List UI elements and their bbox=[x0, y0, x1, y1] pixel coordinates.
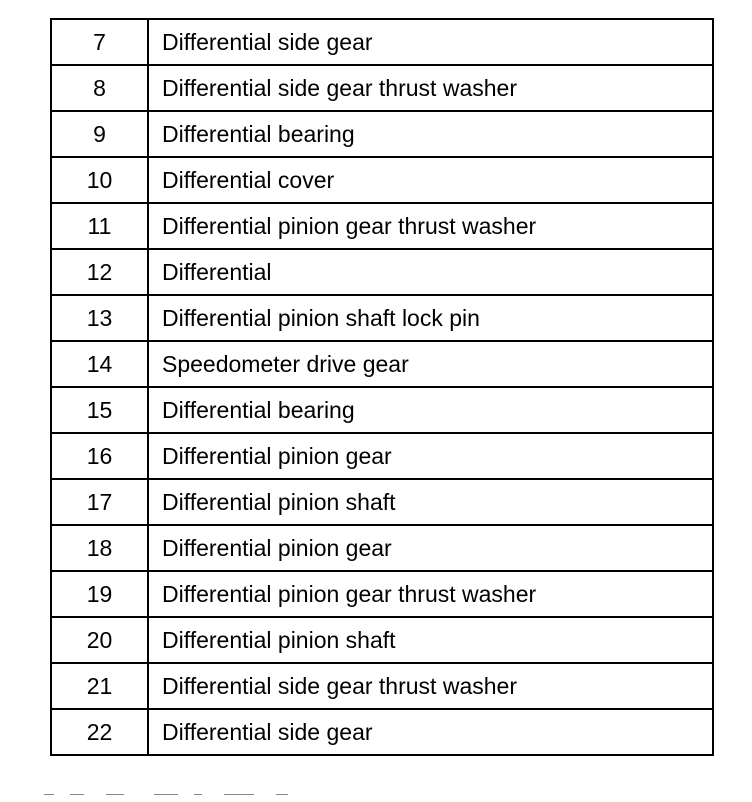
part-description-cell: Differential pinion shaft lock pin bbox=[148, 295, 713, 341]
part-number-cell: 22 bbox=[51, 709, 148, 755]
part-description-cell: Differential bearing bbox=[148, 387, 713, 433]
part-description-cell: Differential pinion shaft bbox=[148, 617, 713, 663]
table-row bbox=[51, 479, 713, 525]
part-number-cell: 14 bbox=[51, 341, 148, 387]
part-description-cell: Differential side gear thrust washer bbox=[148, 663, 713, 709]
part-number-cell: 21 bbox=[51, 663, 148, 709]
part-number-cell: 12 bbox=[51, 249, 148, 295]
part-number-cell: 8 bbox=[51, 65, 148, 111]
table-row bbox=[51, 157, 713, 203]
part-number-cell: 10 bbox=[51, 157, 148, 203]
part-description-cell: Differential pinion gear thrust washer bbox=[148, 203, 713, 249]
table-row bbox=[51, 663, 713, 709]
table-row bbox=[51, 387, 713, 433]
table-row bbox=[51, 341, 713, 387]
part-description-cell: Speedometer drive gear bbox=[148, 341, 713, 387]
part-number-cell: 13 bbox=[51, 295, 148, 341]
part-number-cell: 11 bbox=[51, 203, 148, 249]
table-row bbox=[51, 571, 713, 617]
part-description-cell: Differential side gear thrust washer bbox=[148, 65, 713, 111]
table-row bbox=[51, 249, 713, 295]
part-number-cell: 16 bbox=[51, 433, 148, 479]
table-row bbox=[51, 65, 713, 111]
part-description-cell: Differential pinion shaft bbox=[148, 479, 713, 525]
part-description-cell: Differential pinion gear bbox=[148, 525, 713, 571]
part-number-cell: 19 bbox=[51, 571, 148, 617]
part-description-cell: Differential bearing bbox=[148, 111, 713, 157]
table-row bbox=[51, 525, 713, 571]
part-number-cell: 20 bbox=[51, 617, 148, 663]
table-row bbox=[51, 617, 713, 663]
part-number-cell: 15 bbox=[51, 387, 148, 433]
table-row bbox=[51, 433, 713, 479]
part-number-cell: 17 bbox=[51, 479, 148, 525]
part-number-cell: 7 bbox=[51, 19, 148, 65]
part-description-cell: Differential pinion gear thrust washer bbox=[148, 571, 713, 617]
part-number-cell: 18 bbox=[51, 525, 148, 571]
table-row bbox=[51, 111, 713, 157]
table-row bbox=[51, 203, 713, 249]
table-row bbox=[51, 19, 713, 65]
part-number-cell: 9 bbox=[51, 111, 148, 157]
part-description-cell: Differential bbox=[148, 249, 713, 295]
table-row bbox=[51, 295, 713, 341]
part-description-cell: Differential cover bbox=[148, 157, 713, 203]
part-description-cell: Differential side gear bbox=[148, 709, 713, 755]
scan-artifact-marks bbox=[44, 792, 324, 798]
part-description-cell: Differential side gear bbox=[148, 19, 713, 65]
parts-legend-table bbox=[50, 18, 714, 756]
part-description-cell: Differential pinion gear bbox=[148, 433, 713, 479]
table-row bbox=[51, 709, 713, 755]
parts-table-body bbox=[51, 19, 713, 755]
